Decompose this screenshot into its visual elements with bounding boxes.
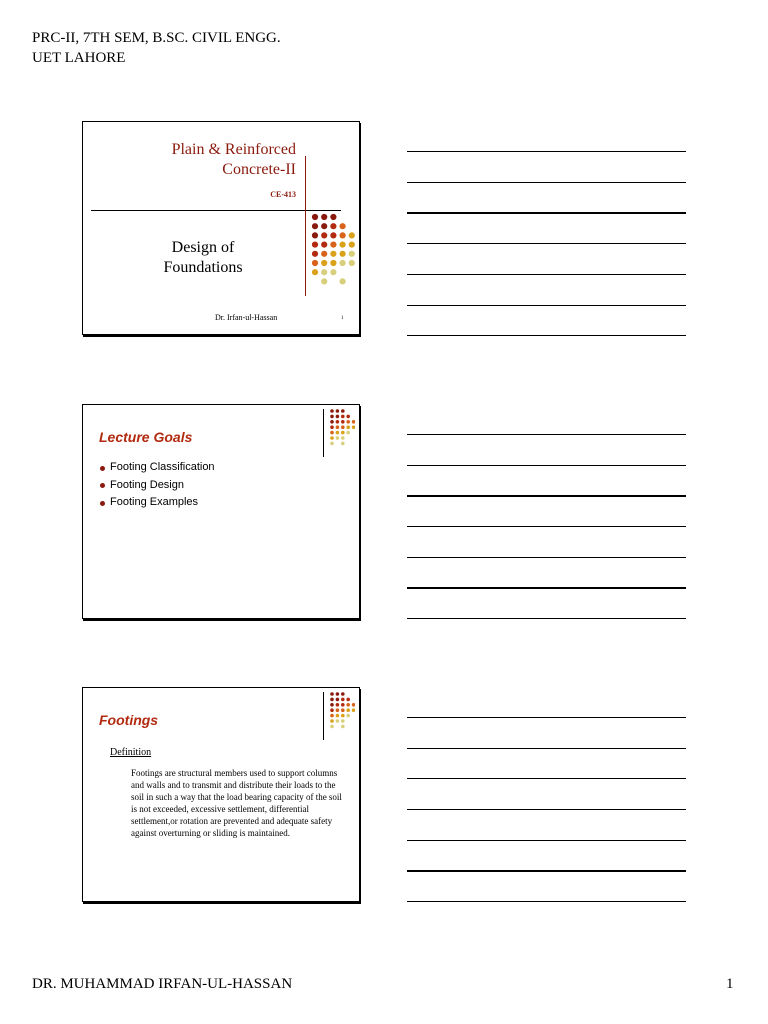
bullet-item: Footing Classification	[99, 459, 215, 477]
decorative-dot	[346, 425, 350, 429]
bullet-item: Footing Design	[99, 477, 215, 495]
decorative-dot	[312, 269, 318, 275]
decorative-dot	[330, 698, 334, 702]
decorative-dot	[312, 260, 318, 266]
decorative-dot	[346, 703, 350, 707]
decorative-dot	[330, 436, 334, 440]
slide-1-subtitle-line-1: Design of	[171, 239, 235, 256]
decorative-dot	[349, 232, 355, 238]
note-line	[407, 901, 686, 902]
note-line	[407, 557, 686, 558]
slide-1-subtitle-line-2: Foundations	[163, 259, 243, 276]
decorative-dot	[336, 698, 340, 702]
decorative-dot	[330, 420, 334, 424]
slide-2-thumbnail	[82, 404, 360, 619]
decorative-dot	[321, 251, 327, 257]
note-line	[407, 618, 686, 619]
course-code: CE-413	[270, 190, 296, 199]
bullet-list	[99, 459, 215, 512]
decorative-dot	[330, 425, 334, 429]
decorative-dot	[352, 420, 355, 424]
decorative-dot	[346, 415, 350, 419]
decorative-dot	[321, 223, 327, 229]
decorative-dot	[312, 251, 318, 257]
note-line	[407, 182, 686, 183]
decorative-dot	[340, 251, 346, 257]
header-university: UET LAHORE	[32, 50, 126, 66]
slide-number: 1	[341, 316, 344, 321]
decorative-dot	[321, 260, 327, 266]
note-line	[407, 778, 686, 779]
decorative-dot	[336, 714, 340, 718]
decorative-dot	[336, 436, 340, 440]
decorative-dot	[330, 714, 334, 718]
decorative-dot	[312, 232, 318, 238]
note-line	[407, 305, 686, 306]
decorative-dot	[341, 708, 345, 712]
slide-1-subtitle	[133, 238, 273, 278]
decorative-dot	[340, 260, 346, 266]
decorative-dot	[336, 703, 340, 707]
decorative-dot	[352, 425, 355, 429]
decorative-dot	[349, 260, 355, 266]
definition-text: Footings are structural members used to support columns and walls and to transmit and distribute their loads to the soil in such a way that the load bearing capacity of the soil is not exceeded, excessive settlement, differential settlement,or rotation are prevented and adequate safety against overturning or sliding is maintained.	[131, 768, 342, 838]
decorative-dot	[330, 223, 336, 229]
decorative-dot	[330, 409, 334, 413]
decorative-dot	[340, 242, 346, 248]
decorative-dot	[340, 278, 346, 284]
note-line	[407, 151, 686, 152]
decorative-dot	[330, 442, 334, 446]
decorative-dot	[330, 719, 334, 723]
note-line	[407, 274, 686, 275]
decorative-dot	[352, 703, 355, 707]
decorative-dot	[340, 232, 346, 238]
decorative-dot	[341, 420, 345, 424]
slide-1-title-line-1: Plain & Reinforced	[171, 141, 296, 158]
decorative-dot	[349, 251, 355, 257]
note-line	[407, 809, 686, 810]
decorative-dot	[349, 242, 355, 248]
note-line	[407, 465, 686, 466]
decorative-dot	[336, 431, 340, 435]
note-line	[407, 212, 686, 214]
decorative-dot	[330, 269, 336, 275]
slide-3-title: Footings	[99, 712, 159, 728]
decorative-dot	[341, 698, 345, 702]
decorative-dot	[330, 692, 334, 696]
decorative-dot	[330, 232, 336, 238]
bullet-item: Footing Examples	[99, 494, 215, 512]
note-line	[407, 495, 686, 497]
decorative-dot	[330, 703, 334, 707]
decorative-dot	[341, 415, 345, 419]
decorative-dot	[336, 719, 340, 723]
slide-1-title-line-2: Concrete-II	[222, 161, 296, 178]
decorative-dot	[336, 409, 340, 413]
page-number: 1	[726, 976, 734, 992]
dot-grid-decoration	[329, 408, 355, 452]
decorative-dot	[330, 242, 336, 248]
vertical-divider	[305, 156, 306, 296]
decorative-dot	[312, 223, 318, 229]
decorative-dot	[340, 223, 346, 229]
vertical-divider	[323, 409, 324, 457]
decorative-dot	[330, 725, 334, 729]
header-course: PRC-II, 7TH SEM, B.SC. CIVIL ENGG.	[32, 30, 281, 46]
decorative-dot	[330, 431, 334, 435]
decorative-dot	[341, 725, 345, 729]
note-line	[407, 748, 686, 749]
footer-author: DR. MUHAMMAD IRFAN-UL-HASSAN	[32, 976, 293, 992]
decorative-dot	[341, 409, 345, 413]
horizontal-divider	[91, 210, 341, 211]
decorative-dot	[341, 714, 345, 718]
decorative-dot	[341, 442, 345, 446]
decorative-dot	[341, 425, 345, 429]
dot-grid-decoration	[329, 691, 355, 735]
page-header	[32, 28, 281, 68]
decorative-dot	[312, 214, 318, 220]
slide-3-thumbnail	[82, 687, 360, 902]
decorative-dot	[336, 708, 340, 712]
note-line	[407, 840, 686, 841]
decorative-dot	[312, 242, 318, 248]
decorative-dot	[341, 703, 345, 707]
slide-author: Dr. Irfan-ul-Hassan	[215, 313, 278, 322]
decorative-dot	[341, 692, 345, 696]
decorative-dot	[341, 719, 345, 723]
note-line	[407, 243, 686, 244]
slide-1-thumbnail	[82, 121, 360, 335]
decorative-dot	[330, 415, 334, 419]
note-line	[407, 587, 686, 589]
note-line	[407, 717, 686, 718]
decorative-dot	[321, 214, 327, 220]
decorative-dot	[346, 698, 350, 702]
decorative-dot	[336, 692, 340, 696]
dot-grid-decoration	[310, 213, 358, 285]
slide-2-title: Lecture Goals	[99, 429, 193, 445]
decorative-dot	[330, 251, 336, 257]
decorative-dot	[330, 260, 336, 266]
decorative-dot	[346, 708, 350, 712]
decorative-dot	[321, 232, 327, 238]
vertical-divider	[323, 692, 324, 740]
decorative-dot	[321, 242, 327, 248]
note-line	[407, 335, 686, 336]
slide-1-title	[172, 140, 296, 180]
decorative-dot	[330, 214, 336, 220]
decorative-dot	[346, 714, 350, 718]
decorative-dot	[346, 420, 350, 424]
decorative-dot	[341, 436, 345, 440]
decorative-dot	[336, 420, 340, 424]
decorative-dot	[336, 425, 340, 429]
decorative-dot	[321, 278, 327, 284]
note-line	[407, 870, 686, 872]
decorative-dot	[352, 708, 355, 712]
decorative-dot	[336, 415, 340, 419]
decorative-dot	[321, 269, 327, 275]
note-line	[407, 434, 686, 435]
decorative-dot	[330, 708, 334, 712]
decorative-dot	[341, 431, 345, 435]
decorative-dot	[346, 431, 350, 435]
definition-heading: Definition	[110, 747, 152, 758]
note-line	[407, 526, 686, 527]
